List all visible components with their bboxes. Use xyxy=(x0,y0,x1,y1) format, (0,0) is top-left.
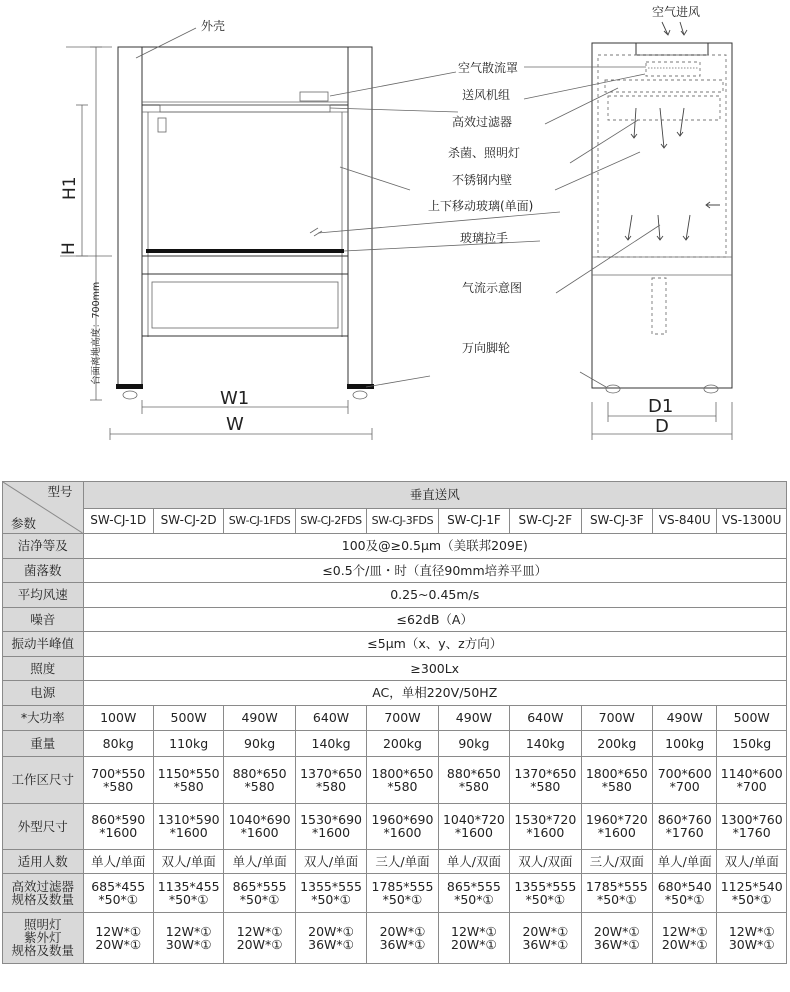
value-line: 880*650 xyxy=(446,765,501,781)
model-value: 490W xyxy=(224,705,295,730)
model-value: 640W xyxy=(295,705,366,730)
param-label-line: 规格及数量 xyxy=(11,891,74,907)
shared-value: ≤62dB（A） xyxy=(83,607,787,632)
dim-d1: D1 xyxy=(648,396,674,417)
shared-value: AC，单相220V/50HZ xyxy=(83,681,787,706)
model-value: 110kg xyxy=(153,730,223,756)
param-label xyxy=(3,873,84,912)
spec-row xyxy=(3,656,787,681)
model-value xyxy=(581,756,652,803)
value-line: *50*① xyxy=(311,891,351,907)
param-label-line: 振动半峰值 xyxy=(11,636,74,652)
value-line: 20W*① xyxy=(236,936,283,952)
model-value: 200kg xyxy=(581,730,652,756)
dim-table-height: 台面离地高度：700mm xyxy=(91,281,102,385)
model-value: 单人/单面 xyxy=(83,849,153,873)
model-value: 三人/双面 xyxy=(581,849,652,873)
model-value: 140kg xyxy=(295,730,366,756)
param-label-line: 适用人数 xyxy=(17,853,68,869)
model-header: SW-CJ-2FDS xyxy=(295,508,366,534)
value-line: *50*① xyxy=(454,891,494,907)
value-line: 12W*① xyxy=(661,923,708,939)
model-value xyxy=(653,803,717,849)
model-value xyxy=(153,803,223,849)
spec-row xyxy=(3,632,787,657)
dim-d: D xyxy=(655,416,669,437)
shared-value: 0.25~0.45m/s xyxy=(83,583,787,608)
value-line: 1040*720 xyxy=(442,812,505,827)
model-value xyxy=(438,803,509,849)
spec-table xyxy=(2,481,787,964)
value-line: *1600 xyxy=(383,825,422,840)
value-line: *50*① xyxy=(239,891,280,907)
value-line: 12W*① xyxy=(451,923,497,939)
model-value xyxy=(438,873,509,912)
model-value xyxy=(717,803,787,849)
value-line: *580 xyxy=(173,778,204,794)
value-line: 1530*690 xyxy=(300,812,362,827)
model-value xyxy=(83,873,153,912)
value-line: 1800*650 xyxy=(371,765,434,781)
model-value xyxy=(153,873,223,912)
value-line: 680*540 xyxy=(657,878,712,894)
model-value xyxy=(367,912,438,963)
corner-model-label: 型号 xyxy=(47,484,73,499)
value-line: 12W*① xyxy=(728,923,775,939)
value-line: 30W*① xyxy=(728,936,775,952)
value-line: *700 xyxy=(669,778,700,794)
model-value: 140kg xyxy=(510,730,581,756)
model-value: 90kg xyxy=(438,730,509,756)
value-line: 1800*650 xyxy=(585,765,648,781)
model-value xyxy=(224,912,295,963)
param-label xyxy=(3,803,84,849)
model-value: 700W xyxy=(581,705,652,730)
model-value: 700W xyxy=(367,705,438,730)
model-value xyxy=(653,873,717,912)
model-value xyxy=(295,912,366,963)
model-value: 三人/单面 xyxy=(367,849,438,873)
param-label xyxy=(3,607,84,632)
model-value xyxy=(717,912,787,963)
param-label xyxy=(3,632,84,657)
value-line: 30W*① xyxy=(165,936,212,952)
value-line: 1150*550 xyxy=(157,765,220,781)
model-header: SW-CJ-2F xyxy=(510,508,581,534)
value-line: *1600 xyxy=(454,825,493,840)
value-line: *580 xyxy=(530,778,561,794)
value-line: 1125*540 xyxy=(720,878,783,894)
model-value xyxy=(83,912,153,963)
group-title: 垂直送风 xyxy=(83,482,787,509)
value-line: 700*600 xyxy=(657,765,712,781)
value-line: *1600 xyxy=(169,825,208,840)
value-line: *1600 xyxy=(99,825,138,840)
value-line: *1760 xyxy=(732,825,771,840)
corner-cell xyxy=(3,482,84,534)
value-line: 865*555 xyxy=(232,878,287,894)
value-line: 865*555 xyxy=(446,878,501,894)
param-label-line: 平均风速 xyxy=(17,587,68,603)
model-header: VS-1300U xyxy=(717,508,787,534)
model-value xyxy=(367,756,438,803)
model-value xyxy=(224,803,295,849)
model-value xyxy=(717,756,787,803)
model-value xyxy=(653,756,717,803)
model-value xyxy=(438,912,509,963)
model-value: 200kg xyxy=(367,730,438,756)
param-label xyxy=(3,558,84,583)
param-label xyxy=(3,849,84,873)
model-value: 单人/单面 xyxy=(653,849,717,873)
model-value: 640W xyxy=(510,705,581,730)
value-line: 1370*650 xyxy=(300,765,362,781)
value-line: 1960*720 xyxy=(585,812,648,827)
model-header: SW-CJ-1D xyxy=(83,508,153,534)
model-value xyxy=(653,912,717,963)
model-value xyxy=(83,803,153,849)
label-inner-wall: 不锈钢内壁 xyxy=(452,173,513,187)
value-line: *50*① xyxy=(98,891,139,907)
value-line: *580 xyxy=(315,778,347,794)
model-header: VS-840U xyxy=(653,508,717,534)
value-line: *1600 xyxy=(312,825,351,840)
model-value xyxy=(224,756,295,803)
model-value xyxy=(581,803,652,849)
model-value: 500W xyxy=(153,705,223,730)
param-label xyxy=(3,730,84,756)
value-line: 20W*① xyxy=(308,923,354,939)
value-line: 20W*① xyxy=(451,936,497,952)
param-label-line: 电源 xyxy=(30,685,56,701)
param-label-line: 外型尺寸 xyxy=(17,818,68,834)
dim-h1: H1 xyxy=(60,176,80,200)
spec-row xyxy=(3,607,787,632)
value-line: 860*760 xyxy=(657,812,712,827)
model-value xyxy=(510,756,581,803)
value-line: *1600 xyxy=(240,825,279,840)
label-airflow: 气流示意图 xyxy=(462,281,523,295)
shared-value: ≥300Lx xyxy=(83,656,787,681)
value-line: 880*650 xyxy=(232,765,287,781)
model-header: SW-CJ-3FDS xyxy=(367,508,438,534)
corner-param-label: 参数 xyxy=(11,516,37,531)
label-caster: 万向脚轮 xyxy=(462,341,511,355)
spec-row xyxy=(3,803,787,849)
value-line: *50*① xyxy=(596,891,637,907)
model-value xyxy=(224,873,295,912)
model-value xyxy=(153,756,223,803)
value-line: *1600 xyxy=(597,825,636,840)
value-line: 36W*① xyxy=(522,936,569,952)
param-label xyxy=(3,534,84,559)
model-value: 80kg xyxy=(83,730,153,756)
value-line: 20W*① xyxy=(522,923,569,939)
value-line: *700 xyxy=(736,778,767,794)
model-header: SW-CJ-2D xyxy=(153,508,223,534)
value-line: 20W*① xyxy=(661,936,708,952)
label-air-inlet: 空气进风 xyxy=(652,5,701,19)
value-line: 1530*720 xyxy=(514,812,577,827)
model-value xyxy=(295,873,366,912)
param-label xyxy=(3,756,84,803)
param-label-line: 重量 xyxy=(30,735,56,751)
param-label-line: 照明灯 xyxy=(23,917,62,932)
model-value xyxy=(367,873,438,912)
value-line: *50*① xyxy=(525,891,566,907)
model-row xyxy=(3,508,787,534)
label-shell: 外壳 xyxy=(201,19,226,33)
model-value xyxy=(581,873,652,912)
model-value xyxy=(510,912,581,963)
model-value: 500W xyxy=(717,705,787,730)
model-value: 双人/单面 xyxy=(717,849,787,873)
value-line: 1040*690 xyxy=(228,812,291,827)
param-label xyxy=(3,583,84,608)
value-line: *580 xyxy=(601,778,632,794)
value-line: 1310*590 xyxy=(157,812,220,827)
value-line: *50*① xyxy=(168,891,209,907)
model-value: 单人/双面 xyxy=(438,849,509,873)
value-line: *580 xyxy=(458,778,489,794)
spec-row xyxy=(3,730,787,756)
param-label-line: 洁净等及 xyxy=(17,538,68,554)
model-value: 双人/双面 xyxy=(510,849,581,873)
param-label xyxy=(3,912,84,963)
value-line: 1960*690 xyxy=(371,812,434,827)
label-handle: 玻璃拉手 xyxy=(460,231,509,245)
model-value xyxy=(510,873,581,912)
value-line: 12W*① xyxy=(236,923,283,939)
model-value: 100W xyxy=(83,705,153,730)
spec-row xyxy=(3,583,787,608)
model-value xyxy=(295,756,366,803)
model-value: 单人/单面 xyxy=(224,849,295,873)
value-line: 1135*455 xyxy=(157,878,220,894)
param-label-line: 照度 xyxy=(30,660,56,676)
model-value xyxy=(581,912,652,963)
model-value: 双人/单面 xyxy=(153,849,223,873)
model-value xyxy=(510,803,581,849)
model-header: SW-CJ-3F xyxy=(581,508,652,534)
param-label-line: 噪音 xyxy=(30,611,56,627)
value-line: 36W*① xyxy=(593,936,640,952)
value-line: 685*455 xyxy=(91,878,146,894)
dim-h: H xyxy=(59,242,79,255)
value-line: 860*590 xyxy=(91,812,146,827)
model-value: 150kg xyxy=(717,730,787,756)
value-line: 1355*555 xyxy=(514,878,577,894)
spec-row xyxy=(3,849,787,873)
shared-value: ≤5μm（x、y、z方向） xyxy=(83,632,787,657)
label-lamp: 杀菌、照明灯 xyxy=(448,146,521,160)
param-label-line: *大功率 xyxy=(20,710,65,725)
model-header: SW-CJ-1FDS xyxy=(224,508,295,534)
shared-value: ≤0.5个/皿・时（直径90mm培养平皿） xyxy=(83,558,787,583)
value-line: 20W*① xyxy=(95,936,142,952)
model-value: 双人/单面 xyxy=(295,849,366,873)
value-line: *50*① xyxy=(731,891,772,907)
value-line: 36W*① xyxy=(379,936,426,952)
param-label-line: 工作区尺寸 xyxy=(11,772,74,787)
label-diffuser: 空气散流罩 xyxy=(458,61,519,75)
value-line: 20W*① xyxy=(593,923,640,939)
param-label xyxy=(3,681,84,706)
shared-value: 100及@≥0.5μm（美联邦209E) xyxy=(83,534,787,559)
spec-row xyxy=(3,705,787,730)
param-label xyxy=(3,705,84,730)
model-value xyxy=(717,873,787,912)
value-line: *1600 xyxy=(526,825,565,840)
technical-drawing xyxy=(0,0,790,470)
model-value: 490W xyxy=(653,705,717,730)
value-line: 1785*555 xyxy=(585,878,648,894)
param-label xyxy=(3,656,84,681)
param-label-line: 规格及数量 xyxy=(11,943,74,958)
value-line: 12W*① xyxy=(165,923,212,939)
model-value xyxy=(295,803,366,849)
value-line: 1355*555 xyxy=(300,878,362,894)
model-value xyxy=(367,803,438,849)
value-line: *580 xyxy=(103,778,134,794)
label-glass: 上下移动玻璃(单面) xyxy=(428,199,534,213)
dim-w1: W1 xyxy=(220,388,250,409)
value-line: 1140*600 xyxy=(720,765,783,781)
value-line: *50*① xyxy=(664,891,705,907)
value-line: 36W*① xyxy=(308,936,354,952)
model-value: 90kg xyxy=(224,730,295,756)
value-line: *580 xyxy=(244,778,275,794)
spec-row xyxy=(3,912,787,963)
spec-row xyxy=(3,534,787,559)
spec-row xyxy=(3,558,787,583)
param-label-line: 菌落数 xyxy=(23,562,62,578)
value-line: *580 xyxy=(387,778,418,794)
value-line: 1785*555 xyxy=(371,878,434,894)
model-header: SW-CJ-1F xyxy=(438,508,509,534)
label-fan: 送风机组 xyxy=(462,88,511,102)
label-hepa: 高效过滤器 xyxy=(452,115,513,129)
param-label-line: 紫外灯 xyxy=(23,930,62,945)
model-value xyxy=(153,912,223,963)
model-value xyxy=(83,756,153,803)
value-line: 1370*650 xyxy=(514,765,577,781)
model-value xyxy=(438,756,509,803)
spec-row xyxy=(3,756,787,803)
value-line: 20W*① xyxy=(379,923,426,939)
value-line: 1300*760 xyxy=(720,812,783,827)
model-value: 490W xyxy=(438,705,509,730)
spec-row xyxy=(3,681,787,706)
value-line: *1760 xyxy=(665,825,704,840)
param-label-line: 高效过滤器 xyxy=(11,878,74,894)
table-header-row xyxy=(3,482,787,509)
value-line: 12W*① xyxy=(95,923,142,939)
model-value: 100kg xyxy=(653,730,717,756)
side-view xyxy=(524,22,732,440)
spec-row xyxy=(3,873,787,912)
value-line: *50*① xyxy=(382,891,423,907)
dim-w: W xyxy=(226,414,244,435)
value-line: 700*550 xyxy=(91,765,146,781)
